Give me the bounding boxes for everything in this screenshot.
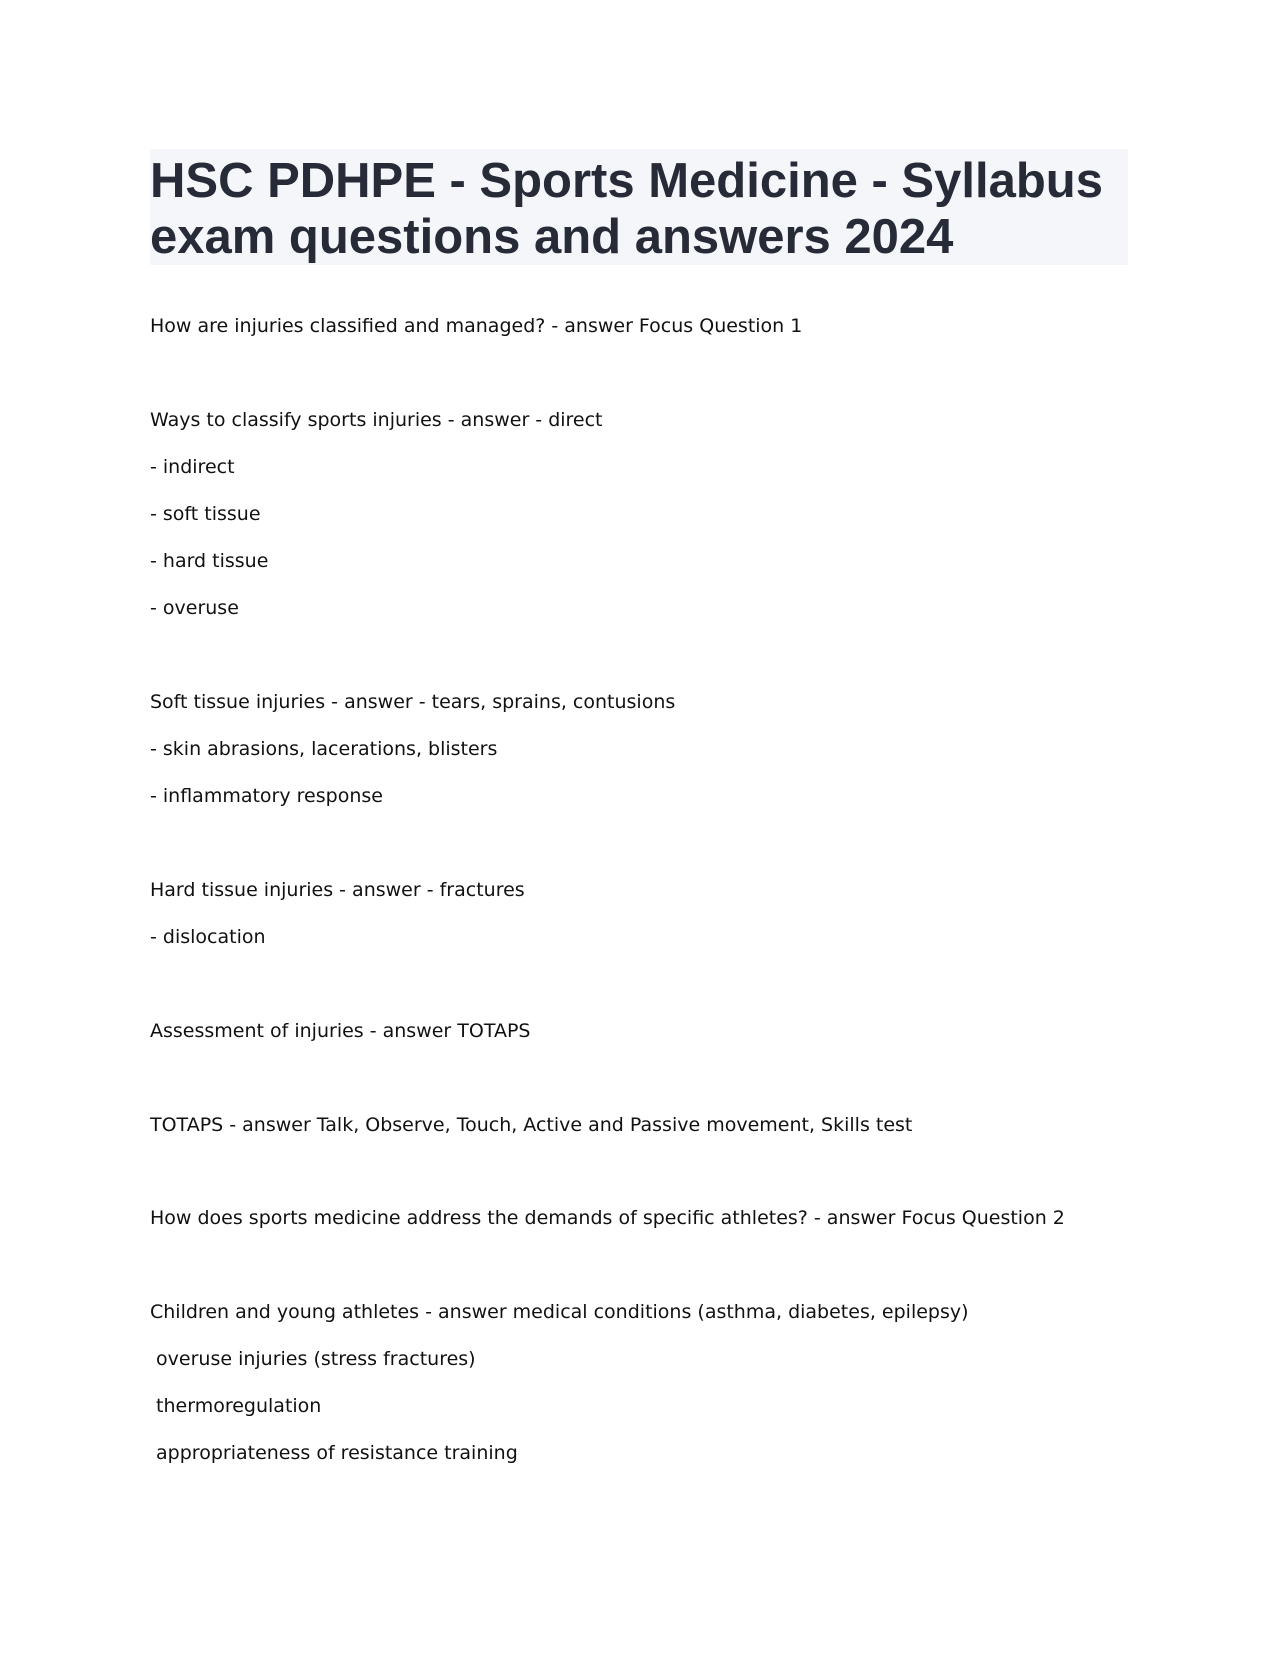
list-item: thermoregulation: [150, 1395, 322, 1417]
list-item: - overuse: [150, 597, 239, 619]
list-item: - skin abrasions, lacerations, blisters: [150, 738, 498, 760]
focus-question-1: How are injuries classified and managed? - answer Focus Question 1: [150, 315, 803, 337]
list-item: appropriateness of resistance training: [150, 1442, 518, 1464]
soft-tissue-line: Soft tissue injuries - answer - tears, sprains, contusions: [150, 691, 676, 713]
focus-question-2: How does sports medicine address the demands of specific athletes? - answer Focus Question 2: [150, 1207, 1065, 1229]
classify-injuries-line: Ways to classify sports injuries - answer - direct: [150, 409, 603, 431]
title-block: [150, 149, 1128, 265]
hard-tissue-line: Hard tissue injuries - answer - fractures: [150, 879, 525, 901]
list-item: - dislocation: [150, 926, 266, 948]
list-item: - soft tissue: [150, 503, 261, 525]
totaps-line: TOTAPS - answer Talk, Observe, Touch, Active and Passive movement, Skills test: [150, 1114, 913, 1136]
title-line-2: exam questions and answers 2024: [150, 210, 954, 264]
list-item: - indirect: [150, 456, 235, 478]
list-item: - hard tissue: [150, 550, 269, 572]
document-title: [150, 149, 1128, 265]
children-athletes-line: Children and young athletes - answer medical conditions (asthma, diabetes, epilepsy): [150, 1301, 969, 1323]
assessment-line: Assessment of injuries - answer TOTAPS: [150, 1020, 531, 1042]
list-item: - inflammatory response: [150, 785, 383, 807]
list-item: overuse injuries (stress fractures): [150, 1348, 476, 1370]
title-line-1: HSC PDHPE - Sports Medicine - Syllabus: [150, 154, 1103, 208]
